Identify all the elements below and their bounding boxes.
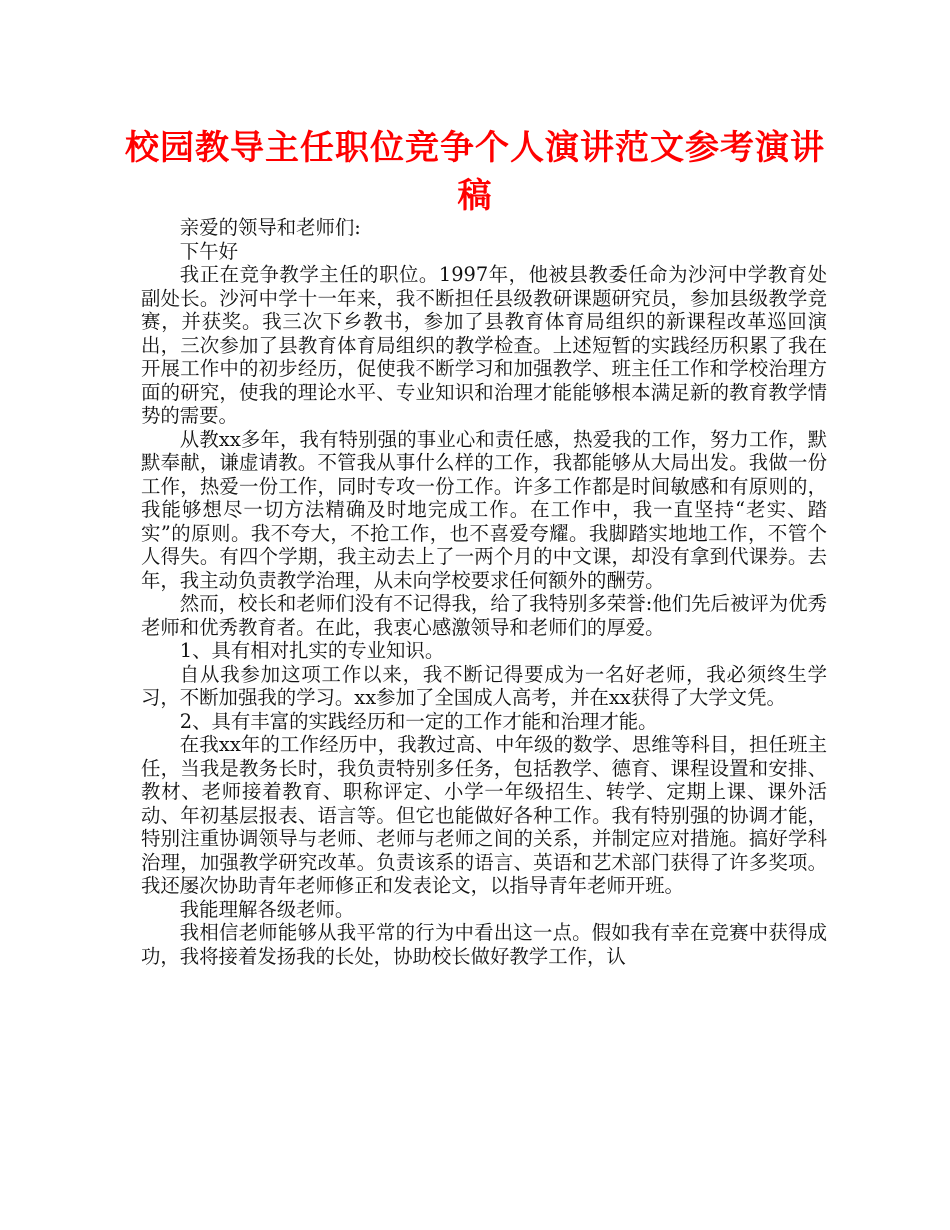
greeting: 下午好 bbox=[179, 239, 238, 263]
document-title: 校园教导主任职位竞争个人演讲范文参考演讲稿 bbox=[125, 128, 825, 216]
paragraph-work-attitude: 从教xx多年，我有特别强的事业心和责任感，热爱我的工作，努力工作，默默奉献，谦虚请教。不管我从事什么样的工作，我都能够从大局出发。我做一份工作，热爱一份工作，同时专攻一份工作。许多工作都是时间敏感和有原则的，我能够想尽一切方法精确及时地完成工作。在工作中，我一直坚持“老实、踏实”的原则。我不夸大，不抢工作，也不喜爱夸耀。我脚踏实地地工作，不管个人得失。有四个学期，我主动去上了一两个月的中文课，却没有拿到代课券。去年，我主动负责教学治理，从未向学校要求任何额外的酬劳。 bbox=[141, 427, 827, 592]
section-heading-1: 1、具有相对扎实的专业知识。 bbox=[179, 639, 445, 662]
document-body bbox=[141, 216, 827, 968]
paragraph-closing: 我相信老师能够从我平常的行为中看出这一点。假如我有幸在竞赛中获得成功，我将接着发扬我的长处，协助校长做好教学工作，认 bbox=[141, 921, 827, 968]
paragraph-knowledge: 自从我参加这项工作以来，我不断记得要成为一名好老师，我必须终生学习，不断加强我的学习。xx参加了全国成人高考，并在xx获得了大学文凭。 bbox=[141, 662, 827, 709]
paragraph-intro: 我正在竞争教学主任的职位。1997年，他被县教委任命为沙河中学教育处副处长。沙河中学十一年来，我不断担任县级教研课题研究员，参加县级教学竞赛，并获奖。我三次下乡教书，参加了县教育体育局组织的新课程改革巡回演出，三次参加了县教育体育局组织的教学检查。上述短暂的实践经历积累了我在开展工作中的初步经历，促使我不断学习和加强教学、班主任工作和学校治理方面的研究，使我的理论水平、专业知识和治理才能能够根本满足新的教育教学情势的需要。 bbox=[141, 263, 827, 427]
section-heading-2: 2、具有丰富的实践经历和一定的工作才能和治理才能。 bbox=[179, 709, 658, 733]
paragraph-experience: 在我xx年的工作经历中，我教过高、中年级的数学、思维等科目，担任班主任，当我是教务长时，我负责特别多任务，包括教学、德育、课程设置和安排、教材、老师接着教育、职称评定、小学一年级招生、转学、定期上课、课外活动、年初基层报表、语言等。但它也能做好各种工作。我有特别强的协调才能，特别注重协调领导与老师、老师与老师之间的关系，并制定应对措施。搞好学科治理，加强教学研究改革。负责该系的语言、英语和艺术部门获得了许多奖项。我还屡次协助青年老师修正和发表论文，以指导青年老师开班。 bbox=[141, 733, 827, 897]
paragraph-honors: 然而，校长和老师们没有不记得我，给了我特别多荣誉:他们先后被评为优秀老师和优秀教育者。在此，我衷心感激领导和老师们的厚爱。 bbox=[141, 592, 827, 639]
paragraph-understanding: 我能理解各级老师。 bbox=[179, 897, 355, 921]
salutation: 亲爱的领导和老师们: bbox=[179, 216, 361, 239]
